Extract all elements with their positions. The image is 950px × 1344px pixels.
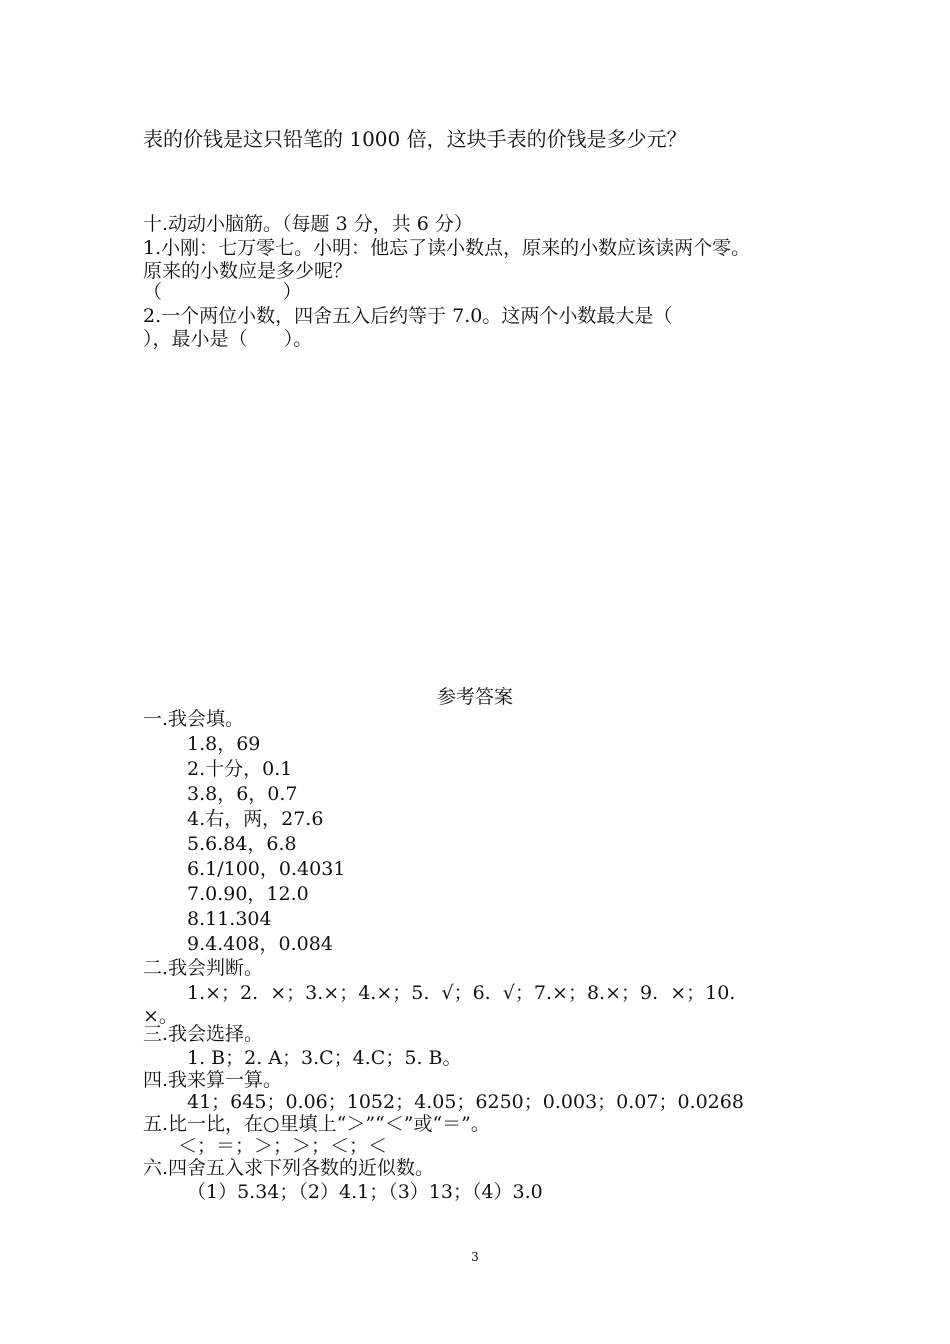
- answer-section-4-heading: 四.我来算一算。: [143, 1069, 283, 1091]
- answer-1-item: 2.十分，0.1: [187, 758, 293, 780]
- answer-1-item: 6.1/100，0.4031: [187, 858, 346, 880]
- answer-section-2-line-2: ×。: [143, 1005, 178, 1027]
- question-2-line-1: 2.一个两位小数，四舍五入后约等于 7.0。这两个小数最大是（: [143, 305, 673, 327]
- answer-1-item: 1.8，69: [187, 733, 261, 755]
- answer-key-title: 参考答案: [436, 686, 513, 708]
- answer-section-5-heading: 五.比一比，在○里填上“＞”“＜”或“＝”。: [143, 1113, 490, 1135]
- answer-section-3-heading: 三.我会选择。: [143, 1023, 264, 1045]
- answer-section-2-line-1: 1.×；2. ×；3.×；4.×；5. √；6. √；7.×；8.×；9. ×；10.: [187, 982, 736, 1004]
- answer-1-item: 7.0.90，12.0: [187, 883, 309, 905]
- answer-section-4-line: 41；645；0.06；1052；4.05；6250；0.003；0.07；0.0268: [187, 1091, 744, 1113]
- page-number: 3: [471, 1250, 479, 1264]
- answer-section-1-heading: 一.我会填。: [143, 708, 245, 730]
- answer-1-item: 4.右，两，27.6: [187, 808, 324, 830]
- question-2-line-2: ），最小是（ ）。: [143, 328, 313, 350]
- answer-1-item: 3.8，6，0.7: [187, 783, 298, 805]
- answer-section-6-line: （1）5.34；（2）4.1；（3）13；（4）3.0: [187, 1181, 543, 1203]
- answer-section-3-line: 1. B；2. A；3.C；4.C；5. B。: [187, 1047, 462, 1069]
- answer-section-2-heading: 二.我会判断。: [143, 957, 264, 979]
- question-1-line-2: 原来的小数应是多少呢？: [143, 260, 353, 282]
- answer-section-5-line: ＜；＝；＞；＞；＜；＜: [178, 1135, 388, 1157]
- answer-1-item: 8.11.304: [187, 908, 272, 930]
- question-1-line-1: 1.小刚：七万零七。小明：他忘了读小数点，原来的小数应该读两个零。: [143, 237, 751, 259]
- section-10-heading: 十.动动小脑筋。（每题 3 分，共 6 分）: [143, 213, 473, 235]
- question-1-answer-blank: （ ）: [143, 281, 302, 303]
- intro-question-line: 表的价钱是这只铅笔的 1000 倍，这块手表的价钱是多少元？: [143, 127, 687, 151]
- answer-1-item: 9.4.408，0.084: [187, 933, 333, 955]
- answer-section-6-heading: 六.四舍五入求下列各数的近似数。: [143, 1157, 435, 1179]
- answer-1-item: 5.6.84，6.8: [187, 833, 297, 855]
